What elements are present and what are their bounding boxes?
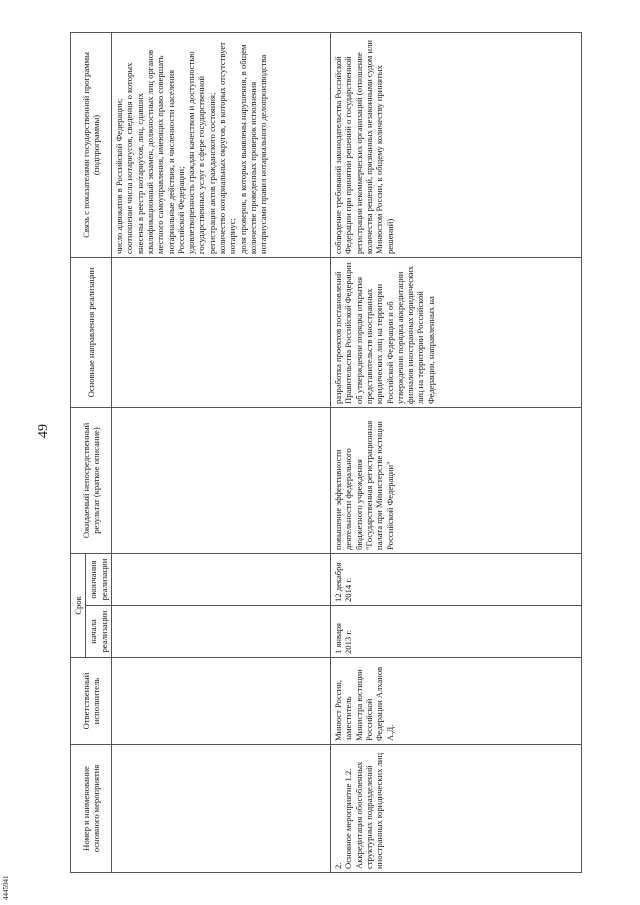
continued-indicators-cell: число адвокатов в Российской Федерации; соотношение числа нотариусов, сведения о которых внесены в реестр нотариусов, лиц, сдавших квалификационный экзамен, должностных лиц органов местного самоуправления, имеющих право совершать нотариальные действия, и численности населения Российской Федерации; удовлетворенность граждан качеством и доступностью государственных услуг в сфере государственной регистрации актов гражданского состояния; количество нотариальных округов, в которых отсутствует нотариус; доля проверок, в которых выявлены нарушения, в общем количестве проведенных проверок исполнения нотариусами правил нотариального делопроизводства xyxy=(111,32,330,257)
table-row xyxy=(330,32,581,872)
header-col-result: Ожидаемый непосредственный результат (краткое описание) xyxy=(71,407,112,553)
table-row-continued xyxy=(111,32,330,872)
header-term-start: начала реализации xyxy=(86,606,112,658)
page-number: 49 xyxy=(36,424,51,438)
measure-cell xyxy=(330,745,581,873)
header-col-responsible: Ответственный исполнитель xyxy=(71,658,112,745)
end-date-cell: 12 декабря 2014 г. xyxy=(330,553,581,605)
document-code: 4445941 xyxy=(2,875,10,900)
indicators-cell: соблюдение требований законодательства Российской Федерации при принятии решений о государственной регистрации некоммерческих организаций (отношение количества решений, признанных незаконными судом или Минюстом России, к общему количеству принятых решений) xyxy=(330,32,581,257)
header-col-indicators: Связь с показателями государственной программы (подпрограммы) xyxy=(71,32,112,257)
header-row xyxy=(71,32,86,872)
rotated-table-frame xyxy=(70,33,594,873)
result-cell: повышение эффективности деятельности федерального бюджетного учреждения "Государственная регистрационная палата при Министерстве юстиции Российской Федерации" xyxy=(330,407,581,553)
responsible-cell: Минюст России, заместитель Министра юстиции Российской Федерации Алханов А.Д. xyxy=(330,658,581,745)
header-col-number-name: Номер и наименование основного мероприятия xyxy=(71,745,112,873)
measure-number: 2. xyxy=(332,862,343,869)
measure-name: Основное мероприятие 1.2. Аккредитация обособленных структурных подразделений иностранных юридических лиц xyxy=(343,752,385,869)
program-table xyxy=(70,32,582,873)
directions-cell: разработка проектов постановлений Правительства Российской Федерации об утверждении порядка открытия представительств иностранных юридических лиц на территории Российской Федерации и об утверждении порядка аккредитации филиалов иностранных юридических лиц на территории Российской Федерации, направленных на xyxy=(330,257,581,407)
header-term-end: окончания реализации xyxy=(86,553,112,605)
header-col-directions: Основные направления реализации xyxy=(71,257,112,407)
header-col-term: Срок xyxy=(71,553,86,657)
start-date-cell: 1 января 2013 г. xyxy=(330,606,581,658)
